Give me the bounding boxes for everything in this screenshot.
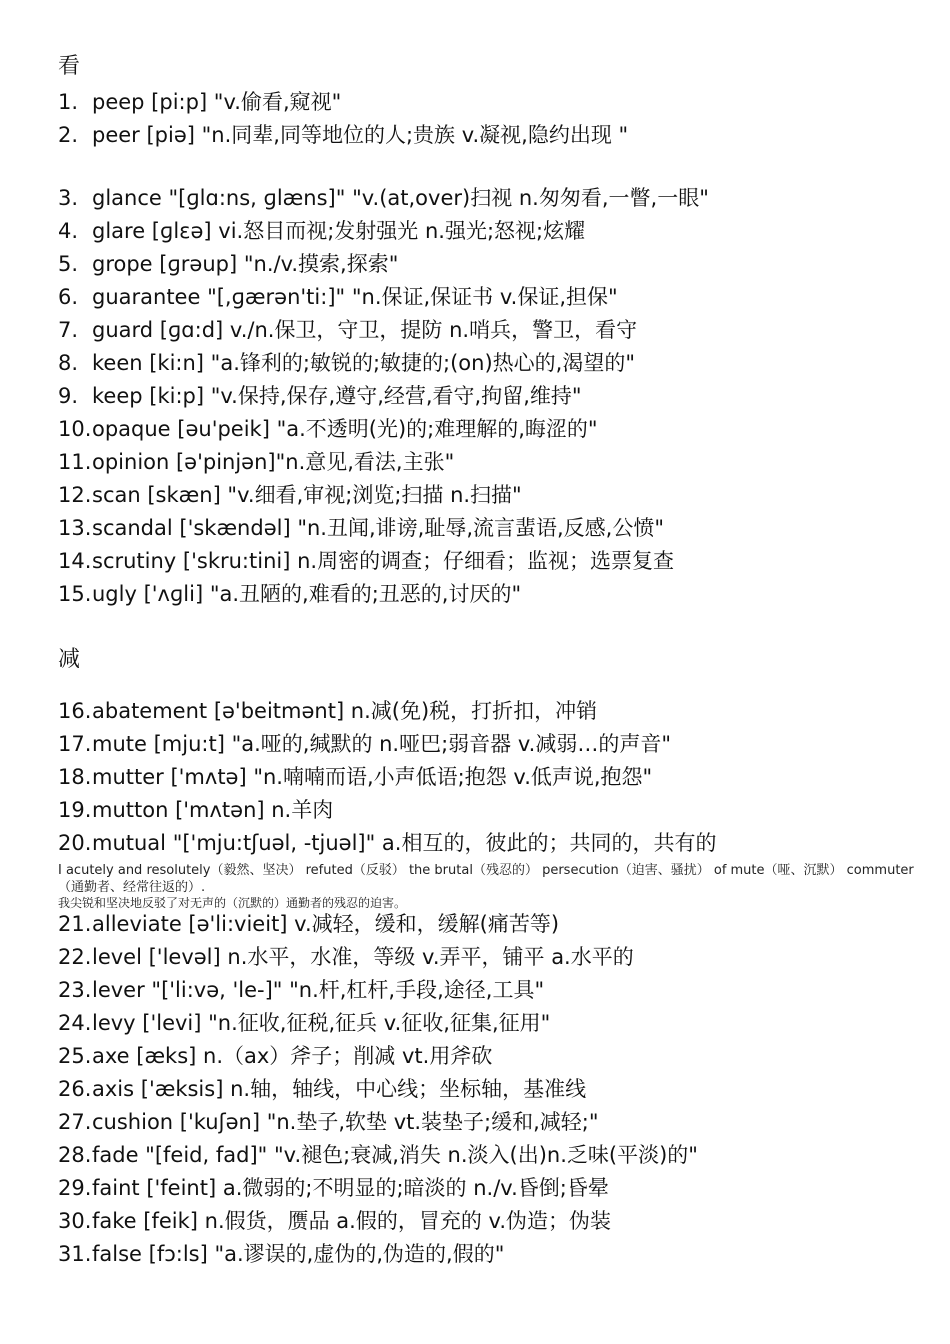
entry-text: lever "['li:və, 'le-]" "n.杆,杠杆,手段,途径,工具" bbox=[92, 978, 545, 1002]
entry-text: opaque [əu'peik] "a.不透明(光)的;难理解的,晦涩的" bbox=[92, 417, 598, 441]
entry-number: 13. bbox=[58, 516, 92, 540]
entry-text: ugly ['ʌɡli] "a.丑陋的,难看的;丑恶的,讨厌的" bbox=[92, 582, 522, 606]
entry-number: 18. bbox=[58, 765, 92, 789]
entry-number: 25. bbox=[58, 1044, 92, 1068]
vocab-entry bbox=[58, 86, 928, 119]
vocab-entry bbox=[58, 1073, 928, 1106]
entry-text: cushion ['kuʃən] "n.垫子,软垫 vt.装垫子;缓和,减轻;" bbox=[92, 1110, 599, 1134]
entry-number: 31. bbox=[58, 1242, 92, 1266]
entry-text: abatement [ə'beitmənt] n.减(免)税，打折扣，冲销 bbox=[92, 699, 598, 723]
entry-number: 29. bbox=[58, 1176, 92, 1200]
entry-text: fake [feik] n.假货，赝品 a.假的，冒充的 v.伪造；伪装 bbox=[92, 1209, 611, 1233]
entry-text: alleviate [ə'li:vieit] v.减轻，缓和，缓解(痛苦等) bbox=[92, 912, 560, 936]
word-list-reduce-a bbox=[58, 695, 928, 860]
vocab-entry bbox=[58, 380, 928, 413]
vocab-entry bbox=[58, 578, 928, 611]
entry-number: 23. bbox=[58, 978, 92, 1002]
vocab-entry bbox=[58, 545, 928, 578]
entry-text: keen [ki:n] "a.锋利的;敏锐的;敏捷的;(on)热心的,渴望的" bbox=[92, 351, 635, 375]
entry-number: 7. bbox=[58, 318, 79, 342]
entry-number: 9. bbox=[58, 384, 79, 408]
entry-text: mutual "['mju:tʃuəl, -tjuəl]" a.相互的，彼此的；共同的，共有的 bbox=[92, 831, 717, 855]
entry-text: peer [piə] "n.同辈,同等地位的人;贵族 v.凝视,隐约出现 " bbox=[92, 123, 629, 147]
entry-number: 30. bbox=[58, 1209, 92, 1233]
entry-number: 28. bbox=[58, 1143, 92, 1167]
entry-text: guard [ɡɑ:d] v./n.保卫，守卫，提防 n.哨兵，警卫，看守 bbox=[92, 318, 638, 342]
vocab-entry bbox=[58, 941, 928, 974]
vocab-entry bbox=[58, 215, 928, 248]
entry-number: 11. bbox=[58, 450, 92, 474]
vocab-entry bbox=[58, 413, 928, 446]
entry-text: axis ['æksis] n.轴，轴线，中心线；坐标轴，基准线 bbox=[92, 1077, 587, 1101]
entry-number: 2. bbox=[58, 123, 79, 147]
entry-text: opinion [ə'pinjən]"n.意见,看法,主张" bbox=[92, 450, 455, 474]
vocab-entry bbox=[58, 1139, 928, 1172]
entry-text: glare [ɡlεə] vi.怒目而视;发射强光 n.强光;怒视;炫耀 bbox=[92, 219, 586, 243]
entry-text: mutter ['mʌtə] "n.喃喃而语,小声低语;抱怨 v.低声说,抱怨" bbox=[92, 765, 653, 789]
entry-text: glance "[ɡlɑ:ns, ɡlæns]" "v.(at,over)扫视 n.匆匆看,一瞥,一眼" bbox=[92, 186, 709, 210]
entry-number: 8. bbox=[58, 351, 79, 375]
blank-line bbox=[58, 152, 928, 182]
entry-text: levy ['levi] "n.征收,征税,征兵 v.征收,征集,征用" bbox=[92, 1011, 551, 1035]
entry-number: 5. bbox=[58, 252, 79, 276]
entry-text: false [fɔ:ls] "a.谬误的,虚伪的,伪造的,假的" bbox=[92, 1242, 505, 1266]
vocab-entry bbox=[58, 695, 928, 728]
vocab-entry bbox=[58, 974, 928, 1007]
entry-text: mutton ['mʌtən] n.羊肉 bbox=[92, 798, 334, 822]
vocab-entry bbox=[58, 119, 928, 152]
vocab-entry bbox=[58, 1106, 928, 1139]
entry-number: 14. bbox=[58, 549, 92, 573]
entry-number: 20. bbox=[58, 831, 92, 855]
vocab-entry bbox=[58, 446, 928, 479]
entry-number: 21. bbox=[58, 912, 92, 936]
document-page bbox=[58, 48, 928, 1271]
vocab-entry bbox=[58, 794, 928, 827]
vocab-entry bbox=[58, 182, 928, 215]
entry-text: scan [skæn] "v.细看,审视;浏览;扫描 n.扫描" bbox=[92, 483, 522, 507]
vocab-entry bbox=[58, 281, 928, 314]
vocab-entry bbox=[58, 1238, 928, 1271]
vocab-entry bbox=[58, 761, 928, 794]
entry-text: mute [mju:t] "a.哑的,缄默的 n.哑巴;弱音器 v.减弱…的声音" bbox=[92, 732, 671, 756]
entry-number: 6. bbox=[58, 285, 79, 309]
vocab-entry bbox=[58, 248, 928, 281]
vocab-entry bbox=[58, 314, 928, 347]
vocab-entry bbox=[58, 512, 928, 545]
entry-number: 22. bbox=[58, 945, 92, 969]
section-heading-look: 看 bbox=[58, 54, 81, 79]
example-sentence-chinese: 我尖锐和坚决地反驳了对无声的（沉默的）通勤者的残忍的迫害。 bbox=[58, 896, 407, 910]
example-sentence-english: I acutely and resolutely（毅然、坚决） refuted（反驳） the brutal（残忍的） persecution（迫害、骚扰） of mute（哑、沉默） commuter（通勤者、经常往返的）. bbox=[58, 863, 914, 895]
entry-text: keep [ki:p] "v.保持,保存,遵守,经营,看守,拘留,维持" bbox=[92, 384, 582, 408]
word-list-look-a bbox=[58, 86, 928, 152]
entry-text: peep [pi:p] "v.偷看,窥视" bbox=[92, 90, 342, 114]
entry-number: 12. bbox=[58, 483, 92, 507]
vocab-entry bbox=[58, 479, 928, 512]
vocab-entry bbox=[58, 1205, 928, 1238]
entry-number: 17. bbox=[58, 732, 92, 756]
entry-number: 4. bbox=[58, 219, 79, 243]
entry-text: level ['levəl] n.水平，水准，等级 v.弄平，铺平 a.水平的 bbox=[92, 945, 634, 969]
entry-text: grope [ɡrəup] "n./v.摸索,探索" bbox=[92, 252, 399, 276]
entry-text: scandal ['skændəl] "n.丑闻,诽谤,耻辱,流言蜚语,反感,公愤" bbox=[92, 516, 665, 540]
vocab-entry bbox=[58, 1040, 928, 1073]
entry-text: guarantee "[,ɡærən'ti:]" "n.保证,保证书 v.保证,担保" bbox=[92, 285, 618, 309]
entry-number: 1. bbox=[58, 90, 79, 114]
spacer bbox=[58, 679, 928, 695]
entry-number: 3. bbox=[58, 186, 79, 210]
vocab-entry bbox=[58, 1172, 928, 1205]
entry-number: 27. bbox=[58, 1110, 92, 1134]
vocab-entry bbox=[58, 908, 928, 941]
entry-text: axe [æks] n.（ax）斧子；削减 vt.用斧砍 bbox=[92, 1044, 493, 1068]
entry-number: 10. bbox=[58, 417, 92, 441]
blank-line bbox=[58, 611, 928, 641]
vocab-entry bbox=[58, 347, 928, 380]
section-heading-reduce: 减 bbox=[58, 647, 81, 672]
entry-number: 26. bbox=[58, 1077, 92, 1101]
word-list-reduce-b bbox=[58, 908, 928, 1271]
entry-text: fade "[feid, fad]" "v.褪色;衰减,消失 n.淡入(出)n.乏味(平淡)的" bbox=[92, 1143, 698, 1167]
entry-text: scrutiny ['skru:tini] n.周密的调查；仔细看；监视；选票复查 bbox=[92, 549, 675, 573]
entry-number: 19. bbox=[58, 798, 92, 822]
vocab-entry bbox=[58, 827, 928, 860]
vocab-entry bbox=[58, 728, 928, 761]
vocab-entry bbox=[58, 1007, 928, 1040]
entry-number: 24. bbox=[58, 1011, 92, 1035]
entry-text: faint ['feint] a.微弱的;不明显的;暗淡的 n./v.昏倒;昏晕 bbox=[92, 1176, 609, 1200]
entry-number: 16. bbox=[58, 699, 92, 723]
word-list-look-b bbox=[58, 182, 928, 611]
entry-number: 15. bbox=[58, 582, 92, 606]
